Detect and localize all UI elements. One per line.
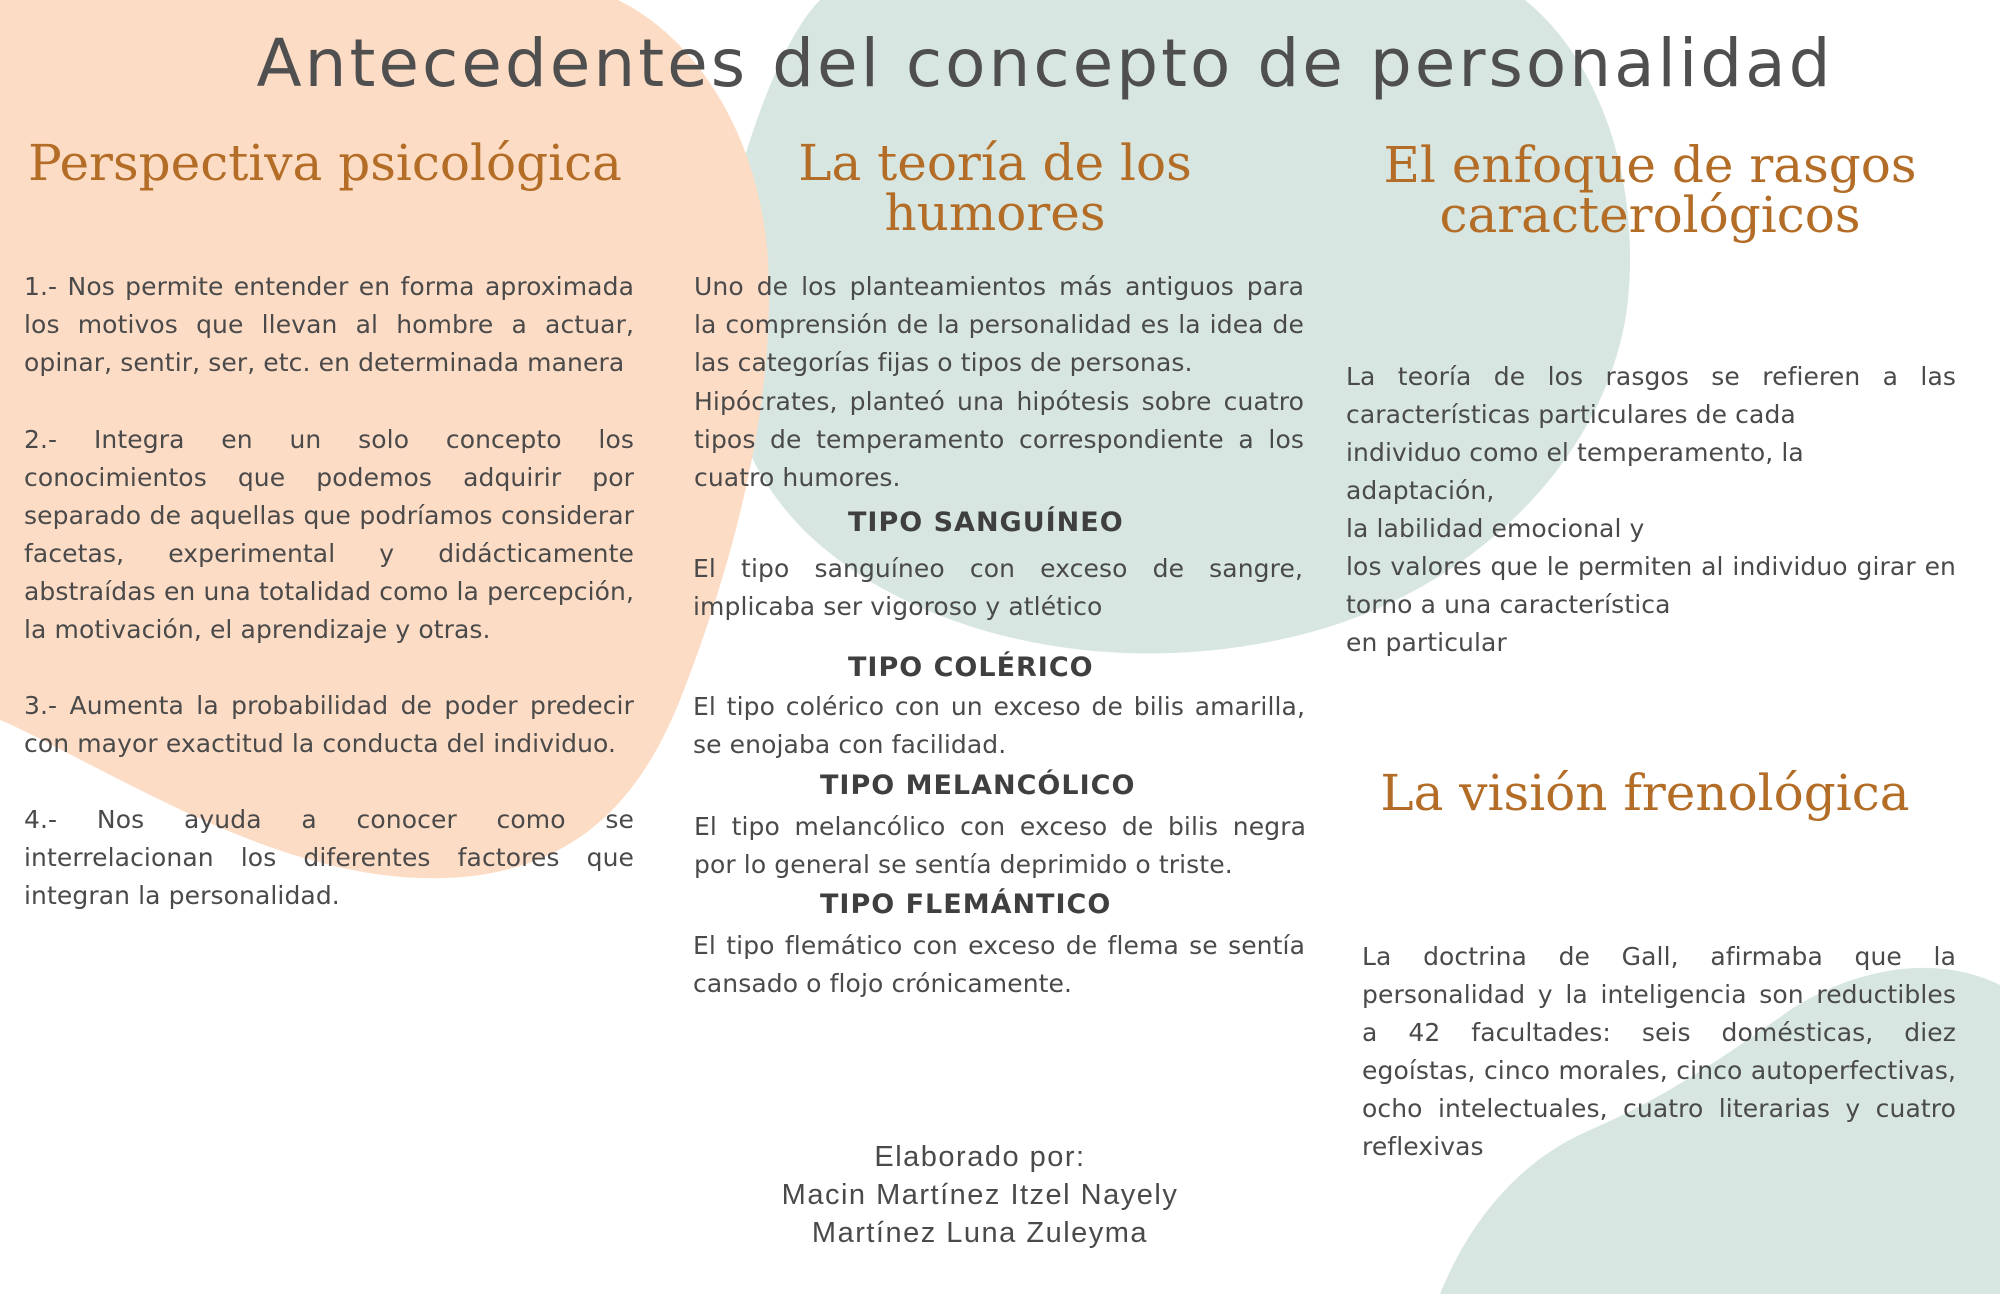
heading-vision-frenologica: La visión frenológica	[1380, 764, 1910, 822]
rasgos-line: individuo como el temperamento, la adaptación,	[1346, 438, 1804, 505]
tipo-sanguineo-text: El tipo sanguíneo con exceso de sangre, implicaba ser vigoroso y atlético	[693, 554, 1303, 621]
tipo-flematico-text: El tipo flemático con exceso de flema se sentía cansado o flojo crónicamente.	[693, 931, 1305, 998]
psicologica-point-3: 3.- Aumenta la probabilidad de poder predecir con mayor exactitud la conducta del individuo.	[24, 691, 634, 758]
page-title: Antecedentes del concepto de personalidad	[256, 25, 1834, 102]
psicologica-point-1: 1.- Nos permite entender en forma aproximada los motivos que llevan al hombre a actuar, opinar, sentir, ser, etc. en determinada manera	[24, 272, 634, 377]
heading-enfoque-rasgos-line1: El enfoque de rasgos	[1383, 136, 1917, 194]
humores-intro: Uno de los planteamientos más antiguos para la comprensión de la personalidad es la idea de las categorías fijas o tipos de personas.	[694, 272, 1304, 377]
credits-author: Martínez Luna Zuleyma	[811, 1217, 1149, 1249]
rasgos-line: características particulares de cada	[1346, 400, 1796, 429]
credits-author: Macin Martínez Itzel Nayely	[781, 1179, 1179, 1211]
rasgos-line: en particular	[1346, 628, 1507, 657]
tipo-melancolico-title: TIPO MELANCÓLICO	[820, 770, 1136, 801]
psicologica-point-2: 2.- Integra en un solo concepto los conocimientos que podemos adquirir por separado de aquellas que podríamos considerar facetas, experimental y didácticamente abstraídas en una totalidad como la percepción, la motivación, el aprendizaje y otras.	[24, 425, 634, 644]
heading-teoria-humores: La teoría de los humores	[798, 134, 1192, 242]
psicologica-point-4: 4.- Nos ayuda a conocer como se interrelacionan los diferentes factores que integran la personalidad.	[24, 805, 634, 910]
tipo-colerico-title: TIPO COLÉRICO	[848, 652, 1094, 683]
heading-enfoque-rasgos	[1340, 136, 1960, 244]
credits-label: Elaborado por:	[874, 1141, 1086, 1173]
tipo-melancolico-text: El tipo melancólico con exceso de bilis negra por lo general se sentía deprimido o triste.	[694, 812, 1306, 879]
heading-perspectiva-psicologica: Perspectiva psicológica	[28, 134, 622, 192]
rasgos-text	[1346, 358, 1956, 662]
rasgos-line: los valores que le permiten al individuo girar en	[1346, 552, 1956, 581]
frenologica-text: La doctrina de Gall, afirmaba que la personalidad y la inteligencia son reductibles a 42 facultades: seis domésticas, diez egoístas, cinco morales, cinco autoperfectivas, ocho intelectuales, cuatro literarias y cuatro reflexivas	[1362, 942, 1956, 1161]
humores-hipocrates: Hipócrates, planteó una hipótesis sobre cuatro tipos de temperamento correspondiente a los cuatro humores.	[694, 387, 1304, 492]
credits	[700, 1138, 1260, 1252]
heading-enfoque-rasgos-line2: caracterológicos	[1439, 186, 1861, 244]
rasgos-line: la labilidad emocional y	[1346, 514, 1645, 543]
rasgos-line: La teoría de los rasgos se refieren a las	[1346, 362, 1956, 391]
tipo-flematico-title: TIPO FLEMÁNTICO	[820, 889, 1112, 920]
rasgos-line: torno a una característica	[1346, 590, 1671, 619]
tipo-sanguineo-title: TIPO SANGUÍNEO	[848, 507, 1124, 538]
tipo-colerico-text: El tipo colérico con un exceso de bilis amarilla, se enojaba con facilidad.	[693, 692, 1305, 759]
